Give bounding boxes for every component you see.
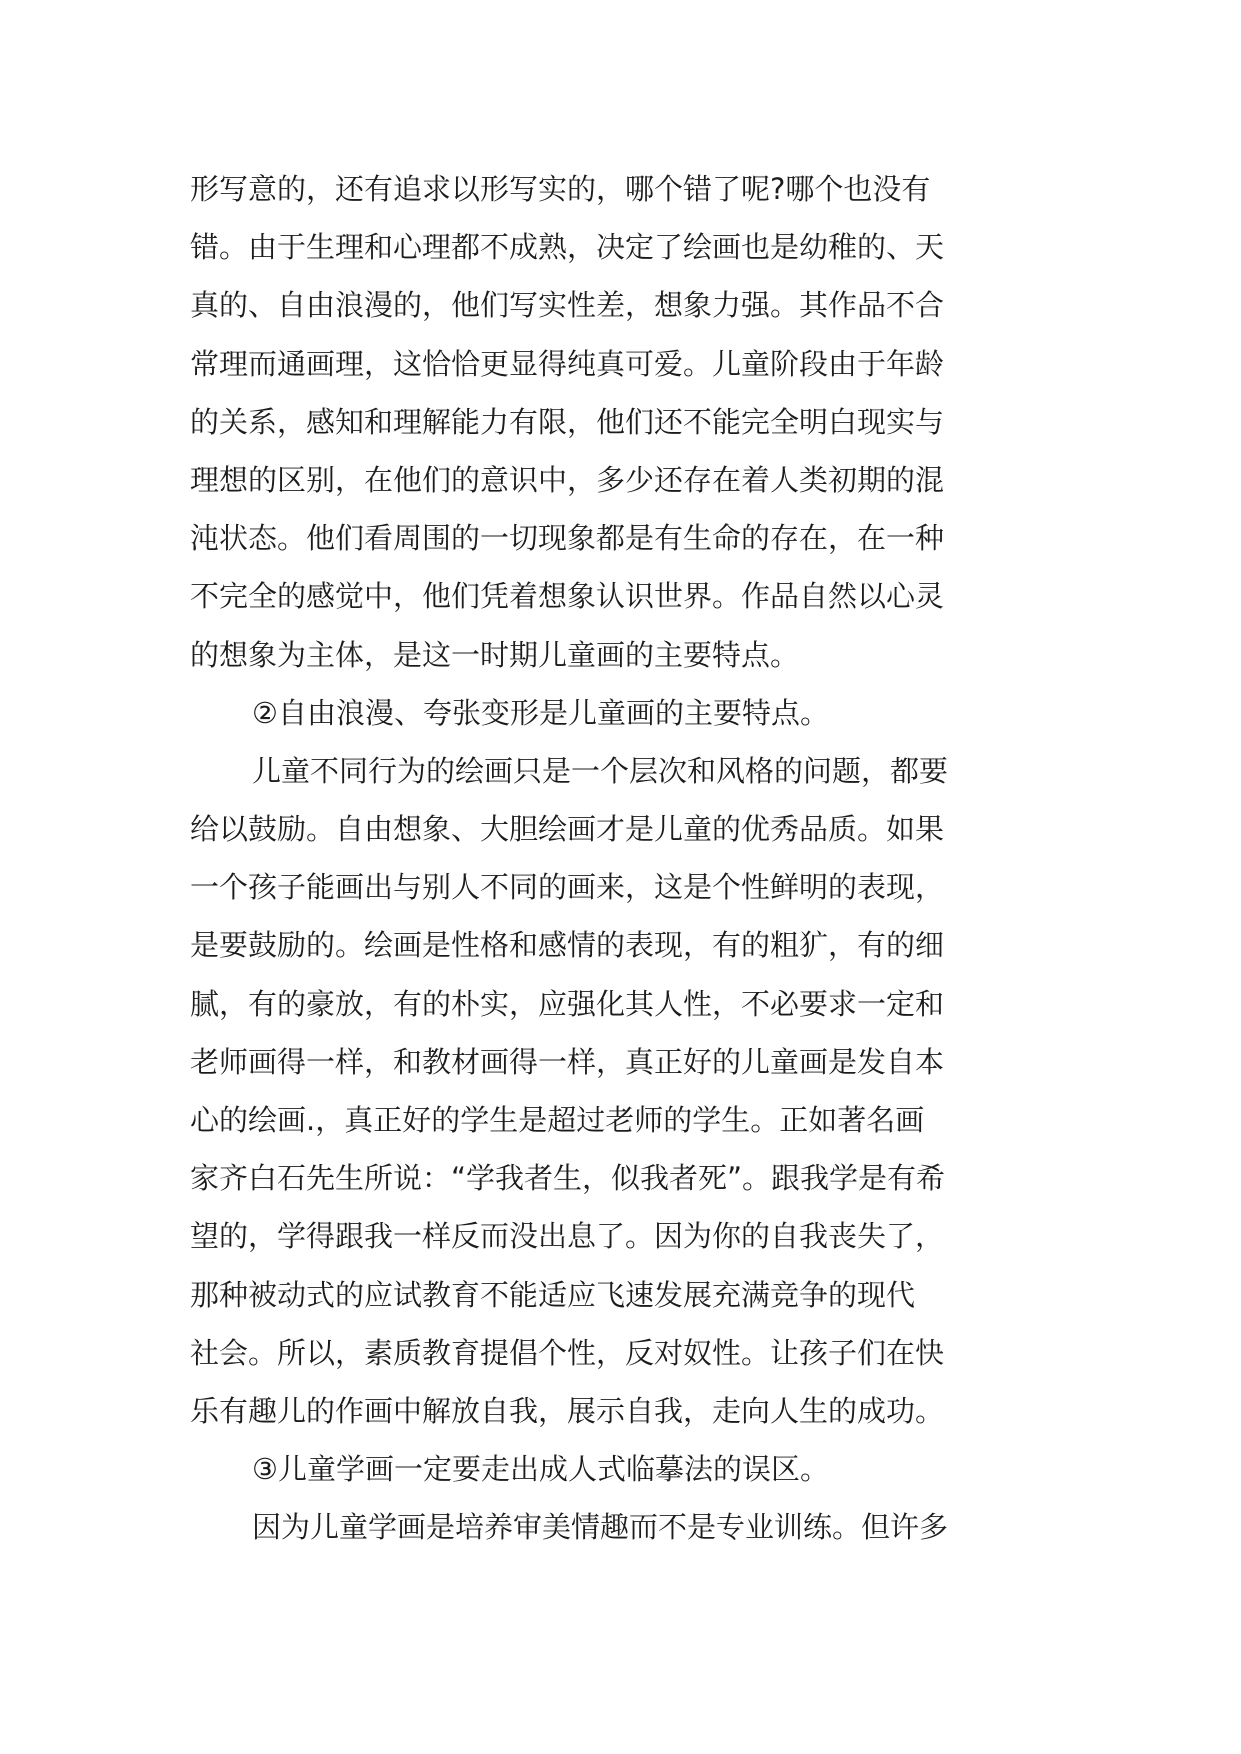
text-line: 错。由于生理和心理都不成熟，决定了绘画也是幼稚的、天 xyxy=(190,230,945,265)
text-line: ③儿童学画一定要走出成人式临摹法的误区。 xyxy=(252,1452,829,1487)
text-line: 社会。所以，素质教育提倡个性，反对奴性。让孩子们在快 xyxy=(190,1335,945,1370)
text-line: 家齐白石先生所说：“学我者生，似我者死”。跟我学是有希 xyxy=(190,1161,946,1196)
text-line: 真的、自由浪漫的，他们写实性差，想象力强。其作品不合 xyxy=(190,288,945,323)
text-line: 望的，学得跟我一样反而没出息了。因为你的自我丧失了， xyxy=(190,1219,945,1254)
text-line: 是要鼓励的。绘画是性格和感情的表现，有的粗犷，有的细 xyxy=(190,928,945,963)
text-line: 因为儿童学画是培养审美情趣而不是专业训练。但许多 xyxy=(252,1510,949,1545)
text-line: 乐有趣儿的作画中解放自我，展示自我，走向人生的成功。 xyxy=(190,1393,945,1428)
text-line: 腻，有的豪放，有的朴实，应强化其人性，不必要求一定和 xyxy=(190,986,945,1021)
text-line: 给以鼓励。自由想象、大胆绘画才是儿童的优秀品质。如果 xyxy=(190,812,945,847)
text-line: 一个孩子能画出与别人不同的画来，这是个性鲜明的表现， xyxy=(190,870,945,905)
text-line: 那种被动式的应试教育不能适应飞速发展充满竞争的现代 xyxy=(190,1277,916,1312)
text-line: ②自由浪漫、夸张变形是儿童画的主要特点。 xyxy=(252,695,829,730)
body-text xyxy=(190,160,1070,1557)
text-line: 儿童不同行为的绘画只是一个层次和风格的问题，都要 xyxy=(252,753,949,788)
text-line: 的想象为主体，是这一时期儿童画的主要特点。 xyxy=(190,637,800,672)
text-line: 理想的区别，在他们的意识中，多少还存在着人类初期的混 xyxy=(190,462,945,497)
text-line: 心的绘画.，真正好的学生是超过老师的学生。正如著名画 xyxy=(190,1103,925,1137)
text-line: 沌状态。他们看周围的一切现象都是有生命的存在，在一种 xyxy=(190,521,945,556)
text-line: 的关系，感知和理解能力有限，他们还不能完全明白现实与 xyxy=(190,404,945,439)
text-line: 老师画得一样，和教材画得一样，真正好的儿童画是发自本 xyxy=(190,1044,945,1079)
text-line: 不完全的感觉中，他们凭着想象认识世界。作品自然以心灵 xyxy=(190,579,945,614)
text-line: 常理而通画理，这恰恰更显得纯真可爱。儿童阶段由于年龄 xyxy=(190,346,945,381)
text-line: 形写意的，还有追求以形写实的，哪个错了呢?哪个也没有 xyxy=(190,172,931,206)
